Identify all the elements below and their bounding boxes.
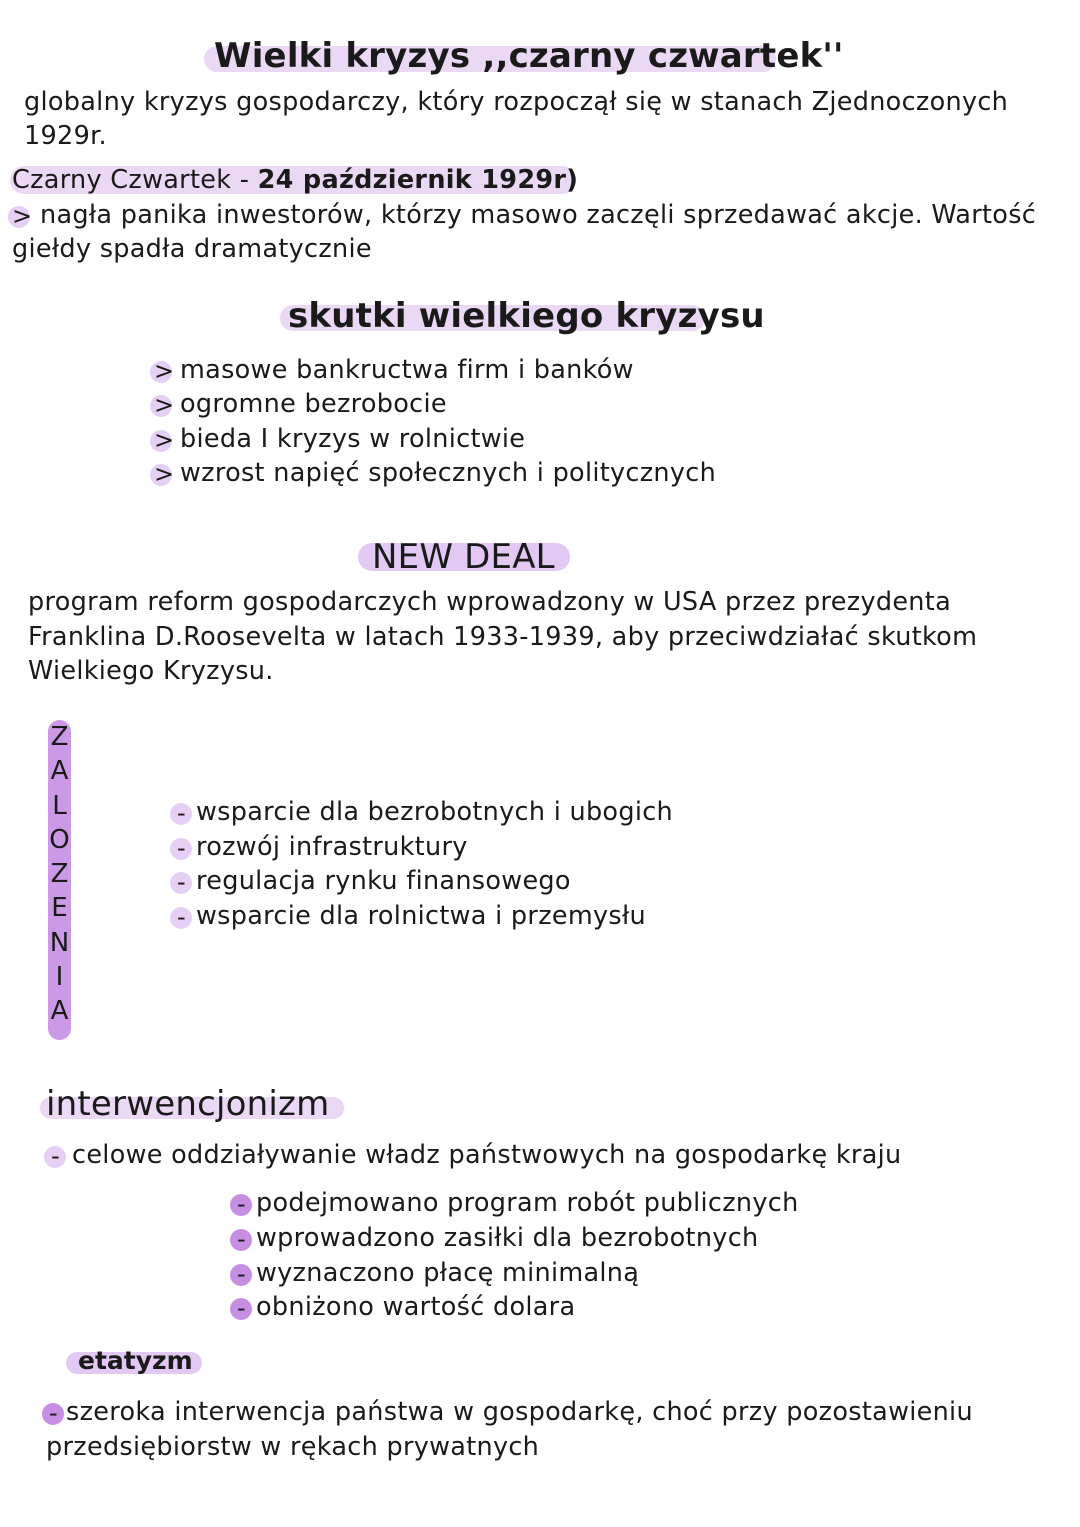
intro-line-1: globalny kryzys gospodarczy, który rozpoczął się w stanach Zjednoczonych <box>24 87 1009 117</box>
desc-line-2: Franklina D.Roosevelta w latach 1933-1939, aby przeciwdziałać skutkom <box>28 622 978 652</box>
section-title: NEW DEAL <box>372 537 555 577</box>
dash-bullet-icon: - <box>170 872 192 894</box>
dash-bullet-icon: - <box>170 907 192 929</box>
arrow-bullet-icon: > <box>150 361 172 383</box>
definition-line-1: szeroka interwencja państwa w gospodarkę, choć przy pozostawieniu <box>66 1397 973 1427</box>
desc-line-3: Wielkiego Kryzysu. <box>28 656 274 686</box>
panic-line-2: giełdy spadła dramatycznie <box>12 234 372 264</box>
section-title: etatyzm <box>78 1346 193 1375</box>
black-thursday-line <box>12 163 578 198</box>
dash-bullet-icon: - <box>230 1194 252 1216</box>
dash-bullet-icon: - <box>230 1298 252 1320</box>
dash-bullet-icon: - <box>230 1229 252 1251</box>
definition-line-2: przedsiębiorstw w rękach prywatnych <box>46 1432 540 1462</box>
dash-bullet-icon: - <box>230 1264 252 1286</box>
vertical-label-zalozenia: Z A L O Z E N I A <box>48 720 71 1040</box>
dash-bullet-icon: - <box>44 1146 66 1168</box>
desc-line-1: program reform gospodarczych wprowadzony w USA przez prezydenta <box>28 587 951 617</box>
arrow-bullet-icon: > <box>150 395 172 417</box>
dash-bullet-icon: - <box>170 838 192 860</box>
section-title: interwencjonizm <box>46 1084 330 1124</box>
dash-bullet-icon: - <box>170 803 192 825</box>
dash-bullet-icon: - <box>42 1403 64 1425</box>
date-label: Czarny Czwartek - <box>12 165 258 195</box>
panic-line-1: nagła panika inwestorów, którzy masowo zaczęli sprzedawać akcje. Wartość <box>40 200 1037 230</box>
arrow-bullet-icon: > <box>150 464 172 486</box>
arrow-bullet-icon: > <box>150 430 172 452</box>
section-title: Wielki kryzys ,,czarny czwartek'' <box>214 36 844 76</box>
section-title: skutki wielkiego kryzysu <box>288 296 765 336</box>
date-value: 24 październik 1929r) <box>257 165 579 195</box>
arrow-bullet-icon: > <box>8 206 30 228</box>
intro-line-2: 1929r. <box>24 121 107 151</box>
